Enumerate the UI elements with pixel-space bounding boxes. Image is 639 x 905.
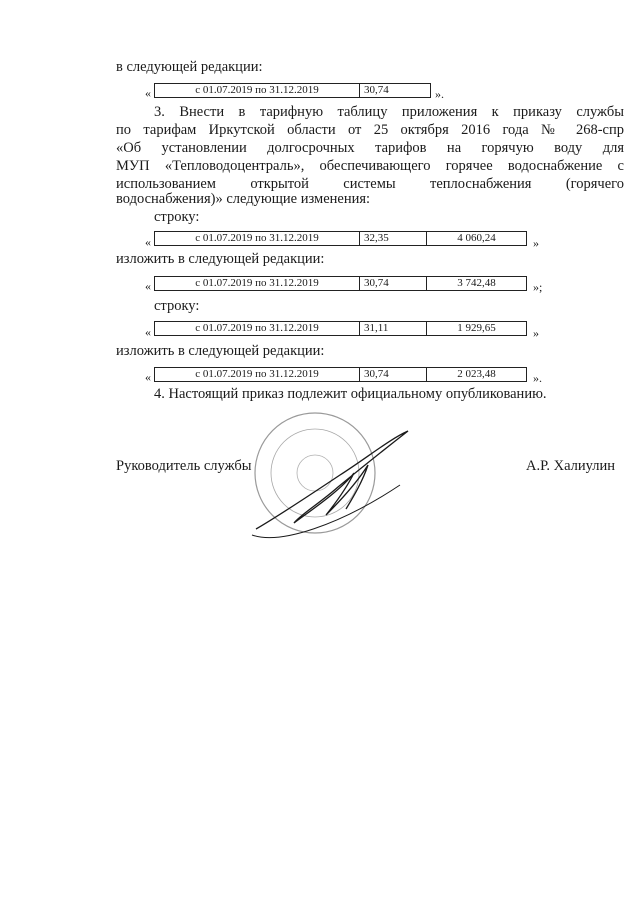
row-label-1: строку: — [154, 209, 200, 225]
para3-line1: 3. Внести в тарифную таблицу приложения к приказу службы — [154, 104, 624, 120]
close-quote: ». — [533, 371, 542, 385]
tariff-table-5 — [154, 367, 527, 382]
signature-name: А.Р. Халиулин — [526, 458, 615, 474]
open-quote: « — [145, 279, 151, 293]
period-cell: с 01.07.2019 по 31.12.2019 — [155, 322, 360, 335]
amount-cell: 4 060,24 — [457, 232, 496, 244]
open-quote: « — [145, 235, 151, 249]
period-cell: с 01.07.2019 по 31.12.2019 — [155, 368, 360, 381]
value-cell: 30,74 — [360, 368, 427, 381]
close-quote: ». — [435, 87, 444, 101]
para3-line4: МУП «Тепловодоцентраль», обеспечивающего горячее водоснабжение с — [116, 158, 624, 174]
set-label-1: изложить в следующей редакции: — [116, 251, 325, 267]
value-cell: 30,74 — [364, 84, 389, 96]
amount-cell: 2 023,48 — [457, 368, 496, 380]
value-cell: 31,11 — [360, 322, 427, 335]
set-label-2: изложить в следующей редакции: — [116, 343, 325, 359]
para3-line3: «Об установлении долгосрочных тарифов на горячую воду для — [116, 140, 624, 156]
tariff-table-2 — [154, 231, 527, 246]
value-cell: 32,35 — [360, 232, 427, 245]
intro-line: в следующей редакции: — [116, 59, 263, 75]
signature-position: Руководитель службы — [116, 458, 252, 474]
signature-scribble — [250, 425, 420, 545]
amount-cell: 1 929,65 — [457, 322, 496, 334]
period-cell: с 01.07.2019 по 31.12.2019 — [155, 277, 360, 290]
value-cell: 30,74 — [360, 277, 427, 290]
open-quote: « — [145, 370, 151, 384]
tariff-table-1 — [154, 83, 431, 98]
close-quote: » — [533, 326, 539, 340]
open-quote: « — [145, 86, 151, 100]
period-cell: с 01.07.2019 по 31.12.2019 — [155, 84, 360, 97]
period-cell: с 01.07.2019 по 31.12.2019 — [155, 232, 360, 245]
tariff-table-4 — [154, 321, 527, 336]
para3-line6: водоснабжения)» следующие изменения: — [116, 191, 371, 207]
para3-line5: использованием открытой системы теплоснабжения (горячего — [116, 176, 624, 192]
amount-cell: 3 742,48 — [457, 277, 496, 289]
para3-line2: по тарифам Иркутской области от 25 октября 2016 года № 268-спр — [116, 122, 624, 138]
tariff-table-3 — [154, 276, 527, 291]
row-label-2: строку: — [154, 298, 200, 314]
close-quote: »; — [533, 280, 543, 294]
open-quote: « — [145, 325, 151, 339]
close-quote: » — [533, 236, 539, 250]
para4: 4. Настоящий приказ подлежит официальному опубликованию. — [154, 386, 547, 402]
